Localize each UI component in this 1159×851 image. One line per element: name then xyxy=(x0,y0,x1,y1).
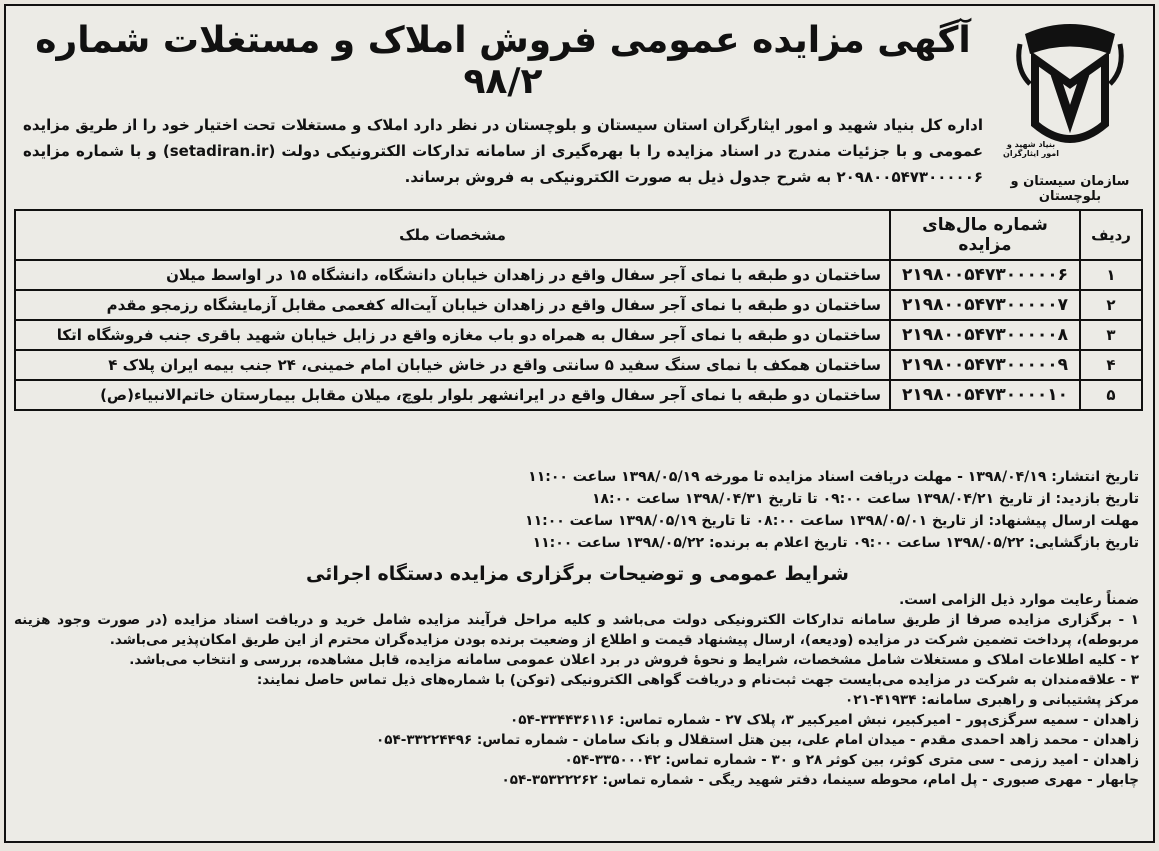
table-row xyxy=(15,350,1142,380)
contact-item: زاهدان - محمد زاهد احمدی مقدم - میدان امام علی، بین هتل استقلال و بانک سامان - شماره تماس: ۳۳۲۲۴۴۹۶-۰۵۴ xyxy=(375,732,1139,748)
table-header-row xyxy=(15,210,1142,260)
condition-item-1: ۱ - برگزاری مزایده صرفا از طریق سامانه تدارکات الکترونیکی دولت می‌باشد و کلیه مراحل فرآیند مزایده شامل خرید و دریافت اسناد مزایده (در صورت وجود هزینه مربوطه)، پرداخت تضمین شرکت در مزایده (ودیعه)، ارسال پیشنهاد قیمت و اطلاع از وضعیت برنده بودن مزایده‌گران محترم از این طریق امکان‌پذیر می‌باشد. xyxy=(14,612,1139,648)
row-index: ۴ xyxy=(1080,350,1142,380)
row-index: ۲ xyxy=(1080,290,1142,320)
page-title: آگهی مزایده عمومی فروش املاک و مستغلات شماره ۹۸/۲ xyxy=(35,20,971,102)
row-index: ۱ xyxy=(1080,260,1142,290)
visit-date: تاریخ بازدید: از تاریخ ۱۳۹۸/۰۴/۲۱ ساعت ۰۹:۰۰ تا تاریخ ۱۳۹۸/۰۴/۳۱ ساعت ۱۸:۰۰ xyxy=(591,491,1139,507)
header-item-number: شماره مال‌های مزایده xyxy=(890,210,1080,260)
row-description: ساختمان همکف با نمای سنگ سفید ۵ سانتی واقع در خاش خیابان امام خمینی، ۲۴ جنب بیمه ایران پلاک ۴ xyxy=(15,350,890,380)
header-description: مشخصات ملک xyxy=(15,210,890,260)
row-index: ۵ xyxy=(1080,380,1142,410)
logo xyxy=(995,14,1145,204)
table-row xyxy=(15,380,1142,410)
condition-item-2: ۲ - کلیه اطلاعات املاک و مستغلات شامل مشخصات، شرایط و نحوهٔ فروش در برد اعلان عمومی سامانه مزایده، قابل مشاهده، بررسی و انتخاب می‌باشد. xyxy=(129,652,1139,668)
opening-date: تاریخ بازگشایی: ۱۳۹۸/۰۵/۲۲ ساعت ۰۹:۰۰ تاریخ اعلام به برنده: ۱۳۹۸/۰۵/۲۲ ساعت ۱۱:۰۰ xyxy=(532,535,1139,551)
row-description: ساختمان دو طبقه با نمای آجر سفال به همراه دو باب مغازه واقع در زابل خیابان شهید باقری جنب فروشگاه اتکا xyxy=(15,320,890,350)
row-item-number: ۲۱۹۸۰۰۵۴۷۳۰۰۰۰۰۶ xyxy=(890,260,1080,290)
table-row xyxy=(15,320,1142,350)
row-item-number: ۲۱۹۸۰۰۵۴۷۳۰۰۰۰۰۹ xyxy=(890,350,1080,380)
logo-caption: سازمان سیستان و بلوچستان xyxy=(1010,174,1130,204)
intro-paragraph: اداره کل بنیاد شهید و امور ایثارگران استان سیستان و بلوچستان در نظر دارد املاک و مستغلات تحت اختیار خود را از طریق مزایده عمومی و با جزئیات مندرج در اسناد مزایده را با بهره‌گیری از سامانه تدارکات الکترونیکی دولت (setadiran.ir) و با شماره مزایده ۲۰۹۸۰۰۵۴۷۳۰۰۰۰۰۶ به شرح جدول ذیل به صورت الکترونیکی به فروش برساند. xyxy=(23,116,983,186)
conditions-lead: ضمناً رعایت موارد ذیل الزامی است. xyxy=(899,592,1139,608)
contacts-list xyxy=(14,710,1139,790)
property-table xyxy=(14,209,1143,411)
schedule-block xyxy=(19,466,1139,554)
conditions-block xyxy=(14,590,1139,790)
row-description: ساختمان دو طبقه با نمای آجر سفال واقع در زاهدان خیابان آیت‌اله کفعمی مقابل آزمایشگاه رزمجو مقدم xyxy=(15,290,890,320)
submit-deadline: مهلت ارسال پیشنهاد: از تاریخ ۱۳۹۸/۰۵/۰۱ ساعت ۰۸:۰۰ تا تاریخ ۱۳۹۸/۰۵/۱۹ ساعت ۱۱:۰۰ xyxy=(525,513,1139,529)
contact-item: زاهدان - امید رزمی - سی متری کوثر، بین کوثر ۲۸ و ۳۰ - شماره تماس: ۳۳۵۰۰۰۴۲-۰۵۴ xyxy=(564,752,1139,768)
condition-item-3: ۳ - علاقه‌مندان به شرکت در مزایده می‌بایست جهت ثبت‌نام و دریافت گواهی الکترونیکی (توکن) با شماره‌های ذیل تماس حاصل نمایند: xyxy=(256,672,1139,688)
contact-item: چابهار - مهری صبوری - پل امام، محوطه سینما، دفتر شهید ریگی - شماره تماس: ۳۵۳۲۲۲۶۲-۰۵۴ xyxy=(501,772,1139,788)
table-row xyxy=(15,290,1142,320)
conditions-heading: شرایط عمومی و توضیحات برگزاری مزایده دستگاه اجرائی xyxy=(306,563,849,585)
support-center: مرکز پشتیبانی و راهبری سامانه: ۴۱۹۳۴-۰۲۱ xyxy=(844,692,1139,708)
row-item-number: ۲۱۹۸۰۰۵۴۷۳۰۰۰۰۰۸ xyxy=(890,320,1080,350)
header-row-index: ردیف xyxy=(1080,210,1142,260)
row-item-number: ۲۱۹۸۰۰۵۴۷۳۰۰۰۰۱۰ xyxy=(890,380,1080,410)
table-row xyxy=(15,260,1142,290)
auction-notice xyxy=(4,4,1155,843)
publish-date: تاریخ انتشار: ۱۳۹۸/۰۴/۱۹ - مهلت دریافت اسناد مزایده تا مورخه ۱۳۹۸/۰۵/۱۹ ساعت ۱۱:۰۰ xyxy=(528,469,1139,485)
row-item-number: ۲۱۹۸۰۰۵۴۷۳۰۰۰۰۰۷ xyxy=(890,290,1080,320)
row-description: ساختمان دو طبقه با نمای آجر سفال واقع در ایرانشهر بلوار بلوچ، میلان مقابل بیمارستان خاتم‌الانبیاء(ص) xyxy=(15,380,890,410)
row-description: ساختمان دو طبقه با نمای آجر سفال واقع در زاهدان خیابان دانشگاه، دانشگاه ۱۵ در اواسط میلان xyxy=(15,260,890,290)
row-index: ۳ xyxy=(1080,320,1142,350)
logo-text: بنیاد شهید و امور ایثارگران xyxy=(1003,140,1059,158)
contact-item: زاهدان - سمیه سرگزی‌پور - امیرکبیر، نبش امیرکبیر ۳، پلاک ۲۷ - شماره تماس: ۳۳۴۴۳۶۱۱۶-۰۵۴ xyxy=(510,712,1139,728)
